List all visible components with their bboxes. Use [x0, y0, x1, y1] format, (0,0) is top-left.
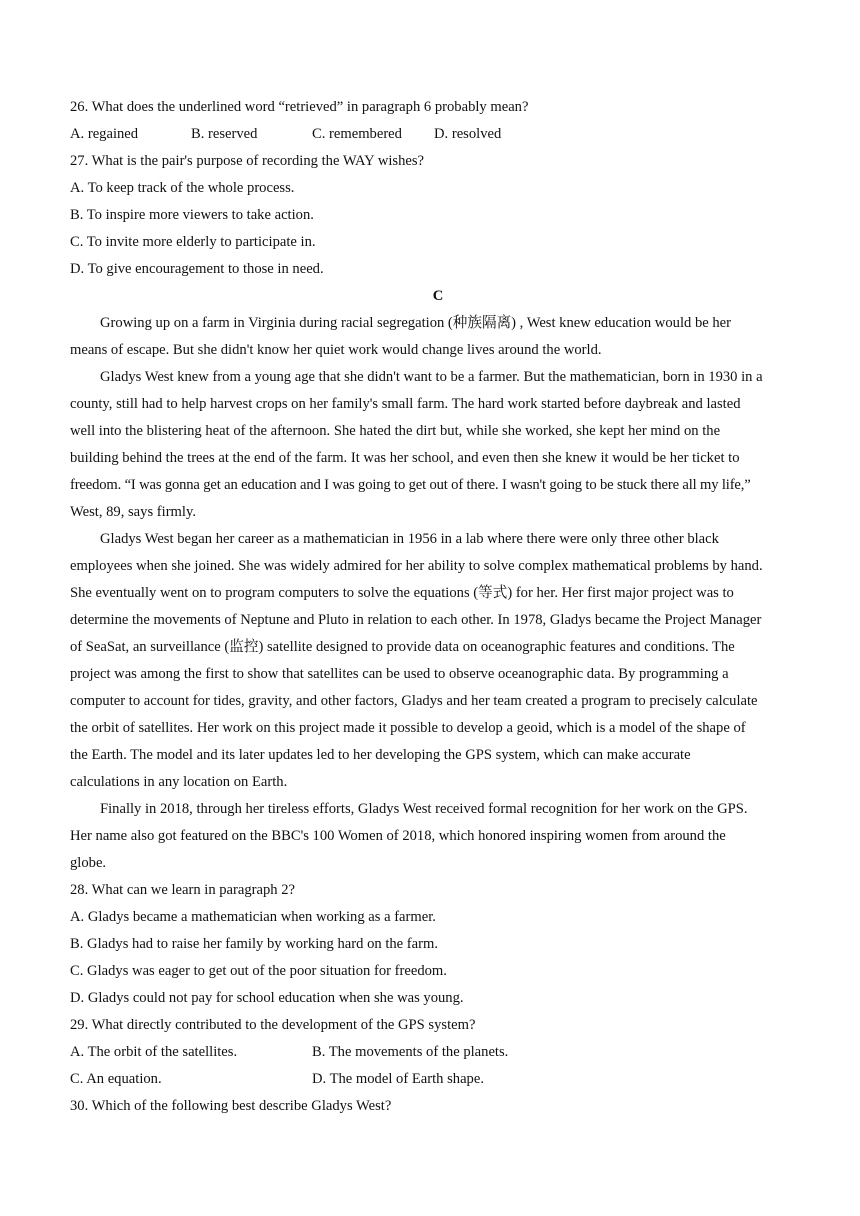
passage-paragraph-4 [70, 796, 806, 877]
passage-paragraph-2 [70, 364, 806, 526]
q27-option-a: A. To keep track of the whole process. [70, 180, 295, 196]
q28-option-c: C. Gladys was eager to get out of the poor situation for freedom. [70, 963, 447, 979]
paragraph-line: building behind the trees at the end of the farm. It was her school, and even then she knew it would be her ticket to [70, 450, 740, 466]
question-29: 29. What directly contributed to the development of the GPS system? [70, 1017, 476, 1033]
question-26-options [70, 121, 806, 148]
question-30: 30. Which of the following best describe Gladys West? [70, 1098, 392, 1114]
paragraph-line: project was among the first to show that satellites can be used to observe oceanographic data. By programming a [70, 666, 729, 682]
q29-option-c: C. An equation. [70, 1071, 162, 1087]
paragraph-line: determine the movements of Neptune and Pluto in relation to each other. In 1978, Gladys became the Project Manager [70, 612, 762, 628]
paragraph-line: Gladys West knew from a young age that she didn't want to be a farmer. But the mathematician, born in 1930 in a [100, 369, 763, 385]
question-28: 28. What can we learn in paragraph 2? [70, 882, 296, 898]
paragraph-line: Growing up on a farm in Virginia during racial segregation (种族隔离) , West knew education would be her [100, 315, 732, 331]
q28-option-a: A. Gladys became a mathematician when working as a farmer. [70, 909, 436, 925]
question-29-options-row-2 [70, 1066, 806, 1093]
q26-option-b: B. reserved [191, 126, 258, 142]
page-content [70, 94, 806, 1120]
q28-option-d: D. Gladys could not pay for school education when she was young. [70, 990, 464, 1006]
paragraph-line: of SeaSat, an surveillance (监控) satellite designed to provide data on oceanographic features and conditions. The [70, 639, 735, 655]
paragraph-line: well into the blistering heat of the afternoon. She hated the dirt but, while she worked, she kept her mind on the [70, 423, 721, 439]
paragraph-line: the Earth. The model and its later updates led to her developing the GPS system, which can make accurate [70, 747, 691, 763]
paragraph-line: computer to account for tides, gravity, and other factors, Gladys and her team created a program to precisely calculate [70, 693, 758, 709]
question-29-options-row-1 [70, 1039, 806, 1066]
paragraph-line: Gladys West began her career as a mathematician in 1956 in a lab where there were only three other black [100, 531, 719, 547]
section-c-heading: C [432, 288, 444, 304]
paragraph-line: Finally in 2018, through her tireless efforts, Gladys West received formal recognition for her work on the GPS. [100, 801, 748, 817]
q29-option-b: B. The movements of the planets. [312, 1044, 509, 1060]
q27-option-b: B. To inspire more viewers to take action. [70, 207, 314, 223]
passage-paragraph-3 [70, 526, 806, 796]
paragraph-line: the orbit of satellites. Her work on this project made it possible to develop a geoid, which is a model of the shape of [70, 720, 746, 736]
question-27: 27. What is the pair's purpose of recording the WAY wishes? [70, 153, 425, 169]
q26-option-c: C. remembered [312, 126, 402, 142]
paragraph-line: freedom. “I was gonna get an education and I was going to get out of there. I wasn't going to be stuck there all my life,” [70, 477, 751, 493]
q27-option-d: D. To give encouragement to those in need. [70, 261, 324, 277]
q27-option-c: C. To invite more elderly to participate in. [70, 234, 316, 250]
passage-paragraph-1 [70, 310, 806, 364]
paragraph-line: county, still had to help harvest crops on her family's small farm. The hard work started before daybreak and lasted [70, 396, 741, 412]
paragraph-line: employees when she joined. She was widely admired for her ability to solve complex mathematical problems by hand. [70, 558, 763, 574]
q26-option-a: A. regained [70, 126, 139, 142]
question-26: 26. What does the underlined word “retrieved” in paragraph 6 probably mean? [70, 99, 529, 115]
paragraph-line: Her name also got featured on the BBC's 100 Women of 2018, which honored inspiring women from around the [70, 828, 726, 844]
paragraph-line: globe. [70, 855, 107, 871]
paragraph-line: means of escape. But she didn't know her quiet work would change lives around the world. [70, 342, 602, 358]
paragraph-line: She eventually went on to program computers to solve the equations (等式) for her. Her first major project was to [70, 585, 734, 601]
q28-option-b: B. Gladys had to raise her family by working hard on the farm. [70, 936, 438, 952]
paragraph-line: calculations in any location on Earth. [70, 774, 288, 790]
q26-option-d: D. resolved [434, 126, 502, 142]
q29-option-d: D. The model of Earth shape. [312, 1071, 484, 1087]
q29-option-a: A. The orbit of the satellites. [70, 1044, 238, 1060]
paragraph-line: West, 89, says firmly. [70, 504, 196, 520]
